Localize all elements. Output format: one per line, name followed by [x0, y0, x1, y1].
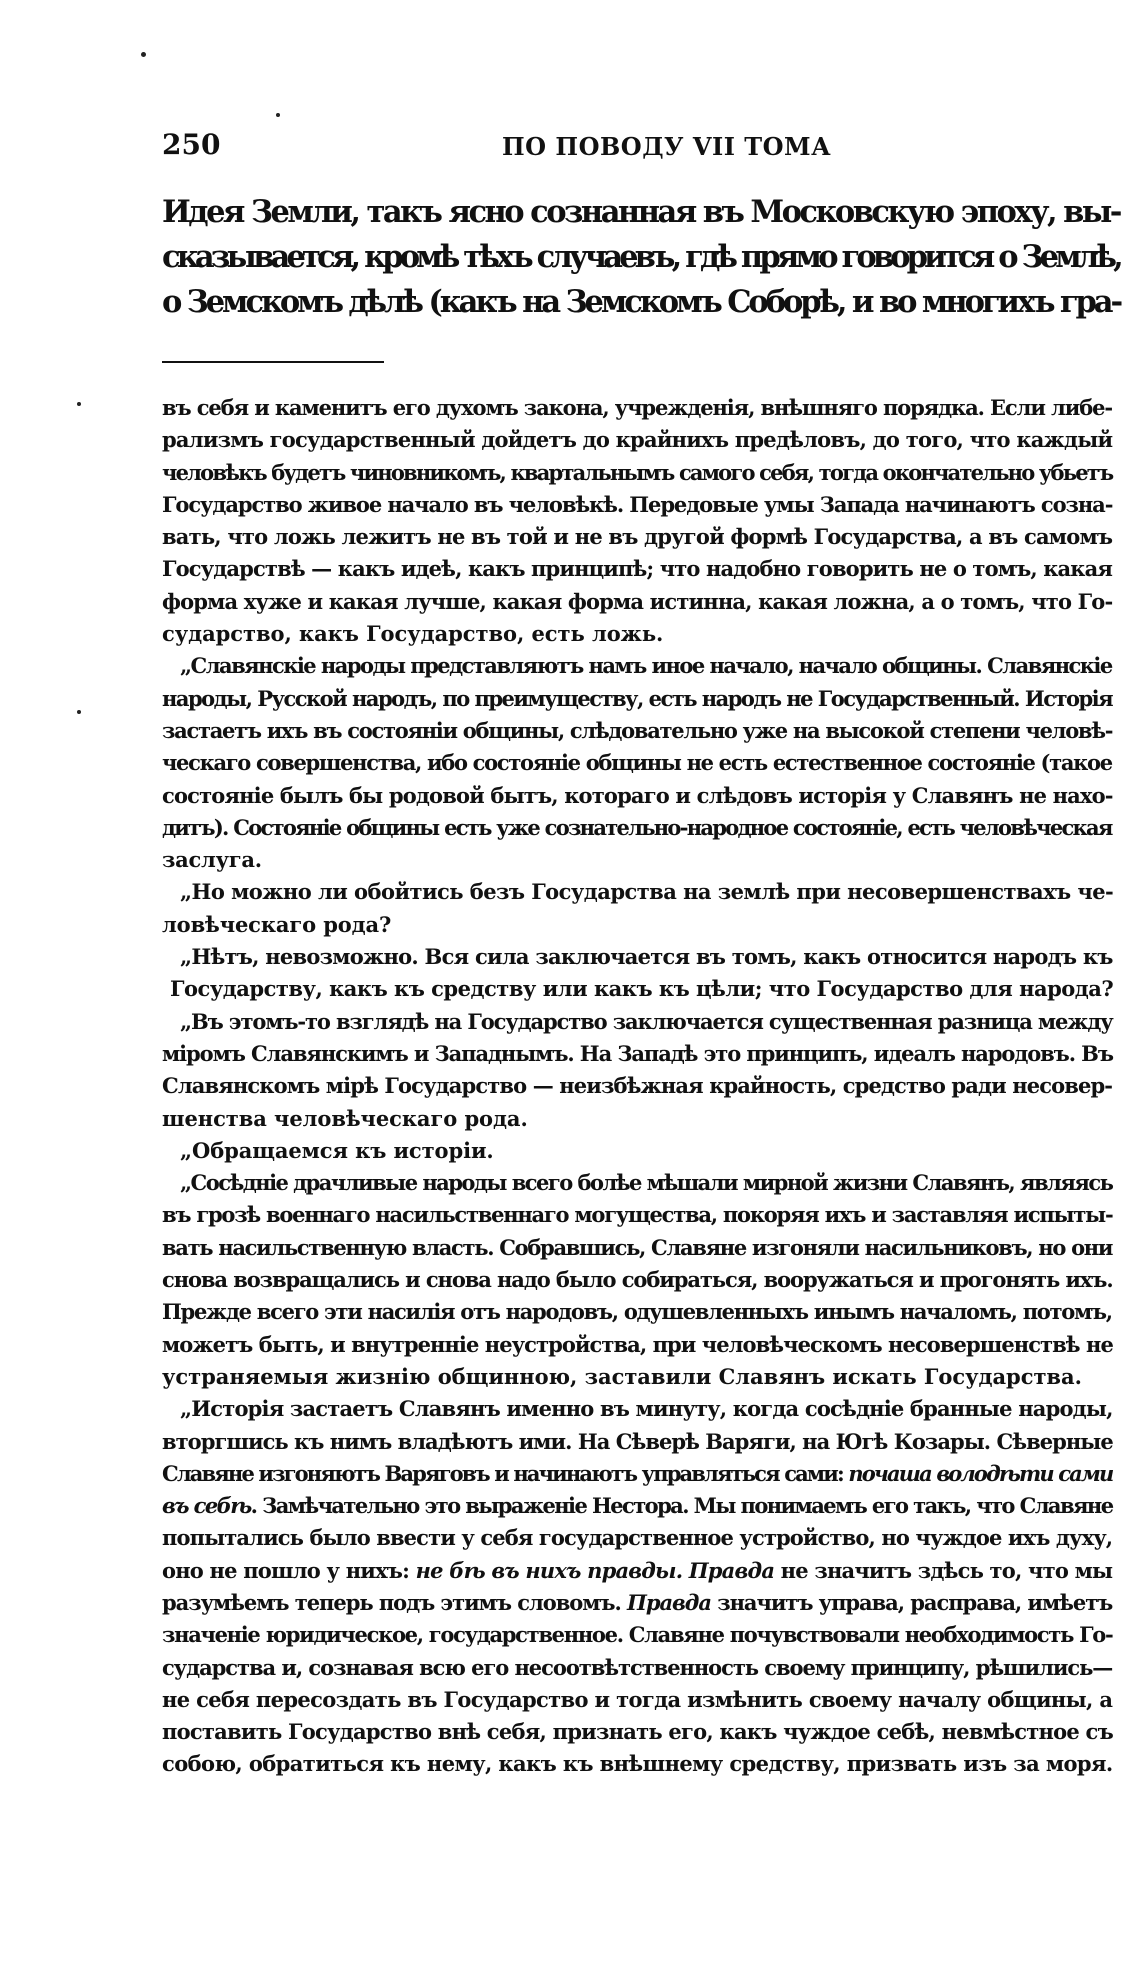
footnote-line: Славянскомъ мірѣ Государство — неизбѣжная крайность, средство ради несовер- — [162, 1073, 1113, 1099]
footnote-line: ловѣческаго рода? — [162, 911, 392, 937]
footnote-line — [162, 1490, 1122, 1522]
footnote-line: сударство, какъ Государство, есть ложь. — [162, 621, 664, 647]
footnote-line — [162, 1555, 1122, 1587]
footnote-line: Прежде всего эти насилія отъ народовъ, одушевленныхъ инымъ началомъ, потомъ, — [162, 1299, 1112, 1325]
footnote-line: не себя пересоздать въ Государство и тогда измѣнить своему началу общины, а — [162, 1686, 1113, 1712]
footnote-rule — [162, 361, 384, 363]
footnote-line: „Но можно ли обойтись безъ Государства на землѣ при несовершенствахъ че- — [180, 879, 1114, 905]
footnote-line: человѣкъ будетъ чиновникомъ, квартальнымъ самого себя, тогда окончательно убьетъ — [162, 459, 1113, 485]
footnote-line: „Исторія застаетъ Славянъ именно въ минуту, когда сосѣдніе бранные народы, — [180, 1396, 1113, 1422]
footnote-line: Государствѣ — какъ идеѣ, какъ принципѣ; что надобно говорить не о томъ, какая — [162, 556, 1113, 582]
footnote-line: попытались было ввести у себя государственное устройство, но чуждое ихъ духу, — [162, 1525, 1113, 1551]
footnote-italic: не бѣ въ нихъ правды. Правда — [415, 1557, 775, 1583]
footnote-text: разумѣемъ теперь подъ этимъ словомъ. — [162, 1589, 628, 1615]
footnote-line: Государство живое начало въ человѣкѣ. Передовые умы Запада начинаютъ созна- — [162, 491, 1113, 517]
footnote-line: можетъ быть, и внутренніе неустройства, при человѣческомъ несовершенствѣ не — [162, 1331, 1113, 1357]
footnote-line — [162, 1587, 1122, 1619]
footnote-line: собою, обратиться къ нему, какъ къ внѣшнему средству, призвать изъ за моря. — [162, 1751, 1113, 1777]
footnote-line: „Обращаемся къ исторіи. — [180, 1137, 494, 1163]
footnote-line: міромъ Славянскимъ и Западнымъ. На Западѣ это принципъ, идеалъ народовъ. Въ — [162, 1040, 1113, 1066]
footnote-line: вать, что ложь лежитъ не въ той и не въ другой формѣ Государства, а въ самомъ — [162, 524, 1113, 550]
footnote-line: въ грозѣ военнаго насильственнаго могущества, покоряя ихъ и заставляя испыты- — [162, 1202, 1113, 1228]
page-number: 250 — [162, 128, 221, 161]
footnote-line: „Нѣтъ, невозможно. Вся сила заключается въ томъ, какъ относится народъ къ — [180, 944, 1113, 970]
footnote-line: „Въ этомъ-то взглядѣ на Государство заключается существенная разница между — [180, 1008, 1113, 1034]
footnote-line: значеніе юридическое, государственное. Славяне почувствовали необходимость Го- — [162, 1622, 1113, 1648]
footnote-line — [162, 1458, 1122, 1490]
main-paragraph — [162, 190, 1122, 325]
footnote-line: заслуга. — [162, 847, 262, 873]
footnote-line: ческаго совершенства, ибо состояніе общины не есть естественное состояніе (такое — [162, 750, 1112, 776]
footnote-line: „Славянскіе народы представляютъ намъ иное начало, начало общины. Славянскіе — [180, 653, 1112, 679]
page-header — [162, 128, 982, 168]
main-text-line: Идея Земли, такъ ясно сознанная въ Московскую эпоху, вы- — [162, 194, 1120, 230]
footnote-line: вать насильственную власть. Собравшись, Славяне изгоняли насильниковъ, но они — [162, 1234, 1113, 1260]
footnote-line: поставить Государство внѣ себя, признать его, какъ чуждое себѣ, невмѣстное съ — [162, 1719, 1113, 1745]
footnote-line: дитъ). Состояніе общины есть уже сознательно-народное состояніе, есть человѣческая — [162, 814, 1112, 840]
footnote-line: форма хуже и какая лучше, какая форма истинна, какая ложна, а о томъ, что Го- — [162, 588, 1113, 614]
print-speck — [77, 710, 81, 714]
footnote-text: Славяне изгоняютъ Варяговъ и начинаютъ управляться сами: — [162, 1460, 849, 1486]
footnote-line: состояніе былъ бы родовой бытъ, котораго и слѣдовъ исторія у Славянъ не нахо- — [162, 782, 1113, 808]
print-speck — [77, 402, 81, 406]
footnote-text: значитъ управа, расправа, имѣетъ — [710, 1589, 1113, 1615]
footnote-line: снова возвращались и снова надо было собираться, вооружаться и прогонять ихъ. — [162, 1267, 1113, 1293]
footnote-line: сударства и, сознавая всю его несоотвѣтственность своему принципу, рѣшились— — [162, 1654, 1113, 1680]
footnote-line: рализмъ государственный дойдетъ до крайнихъ предѣловъ, до того, что каждый — [162, 427, 1113, 453]
footnote-line: Государству, какъ къ средству или какъ къ цѣли; что Государство для народа? — [170, 976, 1114, 1002]
footnote-line: застаетъ ихъ въ состояніи общины, слѣдовательно уже на высокой степени человѣ- — [162, 717, 1113, 743]
footnote-line: народы, Русской народъ, по преимуществу, есть народъ не Государственный. Исторія — [162, 685, 1113, 711]
footnote-text: . Замѣчательно это выраженіе Нестора. Мы понимаемъ его такъ, что Славяне — [250, 1493, 1113, 1519]
footnote-text: не значитъ здѣсь то, что мы — [774, 1557, 1113, 1583]
footnote-italic: въ себѣ — [162, 1493, 251, 1519]
footnote-line: вторгшись къ нимъ владѣютъ ими. На Сѣверѣ Варяги, на Югѣ Козары. Сѣверные — [162, 1428, 1113, 1454]
footnote-italic: Правда — [627, 1589, 711, 1615]
footnote-italic: почаша володѣти сами — [848, 1460, 1113, 1486]
footnote — [162, 392, 1122, 1781]
footnote-line: шенства человѣческаго рода. — [162, 1105, 528, 1131]
footnote-line: устраняемыя жизнію общинною, заставили Славянъ искать Государства. — [162, 1363, 1082, 1389]
footnote-text: оно не пошло у нихъ: — [162, 1557, 416, 1583]
footnote-line: „Сосѣдніе драчливые народы всего болѣе мѣшали мирной жизни Славянъ, являясь — [180, 1170, 1113, 1196]
main-text-line: о Земскомъ дѣлѣ (какъ на Земскомъ Соборѣ, и во многихъ гра- — [162, 284, 1121, 320]
footnote-line: въ себя и каменитъ его духомъ закона, учрежденія, внѣшняго порядка. Если либе- — [162, 395, 1112, 420]
main-text-line: сказывается, кромѣ тѣхъ случаевъ, гдѣ прямо говорится о Землѣ, — [162, 239, 1120, 275]
print-speck — [276, 113, 280, 117]
print-speck — [141, 52, 146, 57]
running-head: ПО ПОВОДУ VII ТОМА — [502, 132, 832, 161]
